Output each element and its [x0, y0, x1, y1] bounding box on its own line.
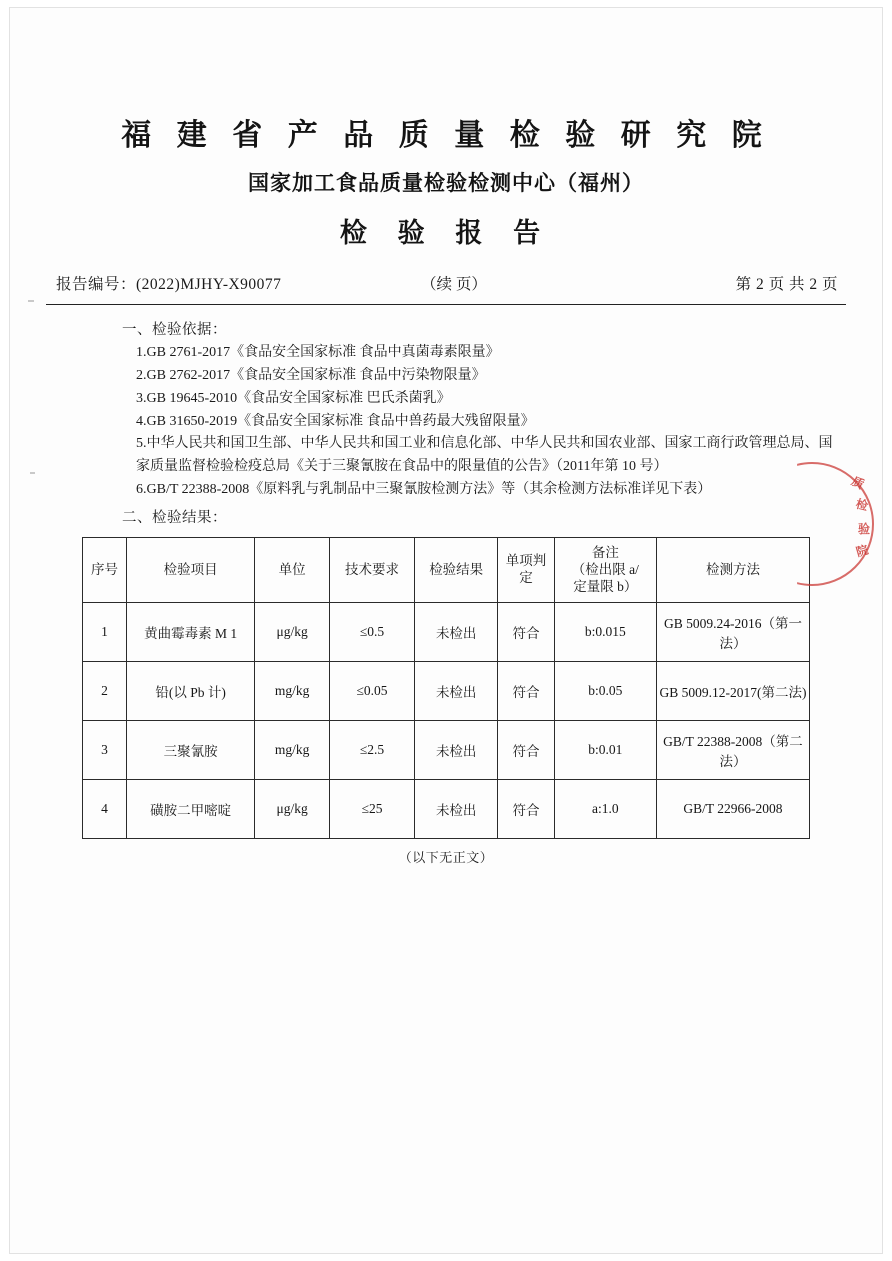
table-row	[83, 779, 810, 838]
center-title: 国家加工食品质量检验检测中心（福州）	[248, 171, 644, 195]
seal-char: 检	[854, 496, 870, 514]
basis-heading: 一、检验依据：	[122, 322, 227, 338]
cell-judgement: 符合	[498, 779, 554, 838]
column-header-requirement: 技术要求	[330, 537, 415, 602]
cell-result: 未检出	[415, 720, 498, 779]
cell-item: 铅(以 Pb 计)	[126, 661, 254, 720]
cell-unit: mg/kg	[255, 661, 330, 720]
cell-judgement: 符合	[498, 720, 554, 779]
table-row	[83, 720, 810, 779]
cell-method: GB 5009.24-2016（第一法）	[656, 602, 809, 661]
basis-item: 3.GB 19645-2010《食品安全国家标准 巴氏杀菌乳》	[136, 390, 451, 406]
cell-result: 未检出	[415, 661, 498, 720]
basis-item: 2.GB 2762-2017《食品安全国家标准 食品中污染物限量》	[136, 368, 486, 384]
cell-requirement: ≤0.5	[330, 602, 415, 661]
results-table	[82, 537, 810, 839]
cell-item: 磺胺二甲嘧啶	[126, 779, 254, 838]
cell-requirement: ≤0.05	[330, 661, 415, 720]
basis-item: 5.中华人民共和国卫生部、中华人民共和国工业和信息化部、中华人民共和国农业部、国家工商行政管理总局、国家质量监督检验检疫总局《关于三聚氰胺在食品中的限量值的公告》（2011年第 10 号）	[136, 436, 833, 474]
seal-char: 质	[849, 473, 867, 492]
cell-item: 三聚氰胺	[126, 720, 254, 779]
report-number	[56, 272, 281, 294]
basis-item: 4.GB 31650-2019《食品安全国家标准 食品中兽药最大残留限量》	[136, 413, 535, 429]
cell-result: 未检出	[415, 602, 498, 661]
column-header-judgement	[498, 537, 554, 602]
institute-title: 福 建 省 产 品 质 量 检 验 研 究 院	[121, 119, 771, 152]
column-header-unit: 单位	[255, 537, 330, 602]
seal-char: 验	[857, 522, 870, 536]
column-header-remark-line2: （检出限 a/	[571, 562, 639, 578]
column-header-result: 检验结果	[415, 537, 498, 602]
basis-list	[122, 342, 846, 501]
table-row	[83, 661, 810, 720]
results-heading: 二、检验结果：	[122, 510, 227, 527]
report-number-value: (2022)MJHY-X90077	[136, 276, 282, 293]
report-meta	[46, 272, 846, 305]
cell-requirement: ≤2.5	[330, 720, 415, 779]
no-text-below-note: （以下无正文）	[398, 849, 494, 865]
cell-remark: b:0.01	[554, 720, 656, 779]
cell-no: 3	[83, 720, 127, 779]
basis-section	[46, 319, 846, 531]
column-header-no	[83, 537, 127, 602]
column-header-item: 检验项目	[126, 537, 254, 602]
cell-remark: a:1.0	[554, 779, 656, 838]
column-header-remark-line3: 定量限 b）	[573, 579, 638, 595]
column-header-judgement-label: 单项判定	[505, 552, 547, 585]
table-header-row	[83, 537, 810, 602]
cell-method: GB/T 22966-2008	[656, 779, 809, 838]
cell-remark: b:0.05	[554, 661, 656, 720]
cell-unit: mg/kg	[255, 720, 330, 779]
basis-item: 6.GB/T 22388-2008《原料乳与乳制品中三聚氰胺检测方法》等（其余检测方法标准详见下表）	[136, 481, 712, 497]
cell-unit: μg/kg	[255, 602, 330, 661]
cell-method: GB 5009.12-2017(第二法)	[656, 661, 809, 720]
column-header-remark	[554, 537, 656, 602]
cell-item: 黄曲霉毒素 M 1	[126, 602, 254, 661]
column-header-no-label: 序号	[90, 561, 118, 577]
column-header-method: 检测方法	[656, 537, 809, 602]
cell-unit: μg/kg	[255, 779, 330, 838]
cell-judgement: 符合	[498, 661, 554, 720]
continued-label: （续 页）	[421, 276, 487, 293]
cell-no: 4	[83, 779, 127, 838]
report-body	[46, 110, 846, 866]
cell-no: 1	[83, 602, 127, 661]
column-header-remark-line1: 备注	[591, 544, 619, 560]
cell-result: 未检出	[415, 779, 498, 838]
cell-remark: b:0.015	[554, 602, 656, 661]
cell-no: 2	[83, 661, 127, 720]
scan-artifact	[30, 472, 35, 474]
table-row	[83, 602, 810, 661]
cell-method: GB/T 22388-2008（第二法）	[656, 720, 809, 779]
page-info: 第 2 页 共 2 页	[735, 276, 838, 293]
basis-item: 1.GB 2761-2017《食品安全国家标准 食品中真菌毒素限量》	[136, 345, 500, 361]
report-number-label: 报告编号：	[56, 276, 137, 293]
seal-char: 院	[854, 542, 870, 560]
cell-judgement: 符合	[498, 602, 554, 661]
cell-requirement: ≤25	[330, 779, 415, 838]
report-title: 检 验 报 告	[339, 218, 553, 248]
scan-artifact	[28, 300, 34, 302]
